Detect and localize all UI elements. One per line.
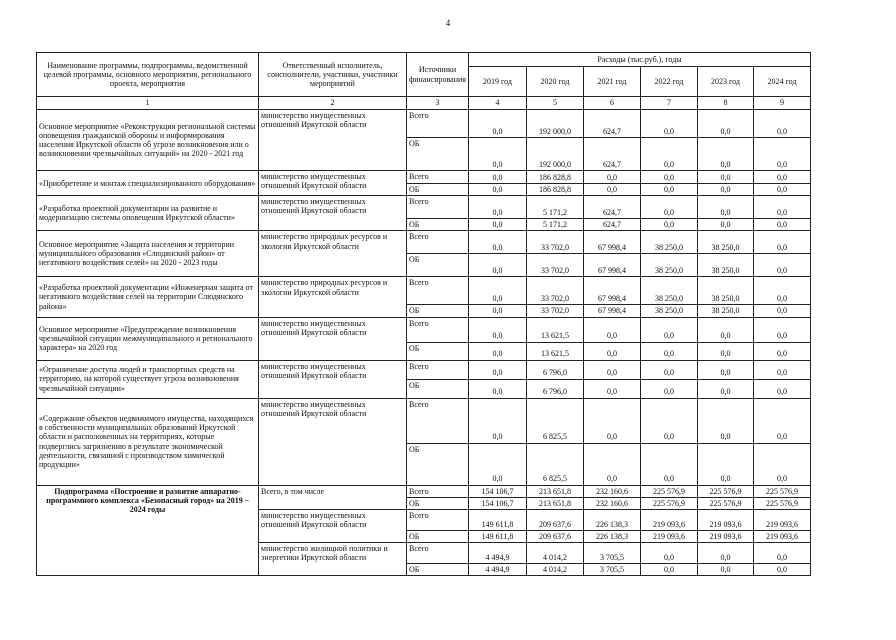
funding-source: Всего [407,277,469,305]
expense-value: 4 494,9 [469,564,527,576]
expense-value: 0,0 [698,443,754,485]
expense-value: 192 000,0 [527,138,584,171]
expense-value: 0,0 [584,379,641,398]
column-number: 2 [259,97,407,110]
expense-value: 6 796,0 [527,360,584,379]
expense-value: 0,0 [754,317,811,342]
funding-source: Всего [407,231,469,254]
funding-source: Всего [407,485,469,497]
expense-value: 38 250,0 [698,254,754,277]
expense-value: 0,0 [754,110,811,138]
expense-value: 0,0 [641,184,698,196]
expense-value: 149 611,8 [469,530,527,542]
expense-value: 225 576,9 [641,485,698,497]
column-number: 9 [754,97,811,110]
expense-value: 213 651,8 [527,497,584,509]
expense-value: 624,7 [584,138,641,171]
expense-value: 0,0 [641,543,698,564]
funding-source: ОБ [407,305,469,317]
funding-source: ОБ [407,443,469,485]
expense-value: 3 705,5 [584,543,641,564]
header-year: 2021 год [584,67,641,97]
expense-value: 33 702,0 [527,277,584,305]
funding-source: ОБ [407,184,469,196]
expense-value: 0,0 [469,317,527,342]
expense-value: 0,0 [754,138,811,171]
expense-value: 33 702,0 [527,305,584,317]
header-source: Источники финансирования [407,53,469,97]
expense-value: 624,7 [584,110,641,138]
expense-value: 0,0 [641,171,698,184]
funding-source: ОБ [407,564,469,576]
expense-value: 33 702,0 [527,231,584,254]
expense-value: 225 576,9 [698,485,754,497]
table-row [37,231,811,254]
expense-value: 0,0 [584,171,641,184]
funding-source: ОБ [407,497,469,509]
expense-value: 0,0 [698,317,754,342]
subprogram-name: Подпрограмма «Построение и развитие аппаратно-программного комплекса «Безопасный город» на 2019 – 2024 годы [37,485,259,576]
column-number: 4 [469,97,527,110]
activity-name: «Разработка проектной документации «Инженерная защита от негативного воздействия селей на территории Слюдянского района» [37,277,259,317]
header-year: 2023 год [698,67,754,97]
funding-source: Всего [407,543,469,564]
column-number: 5 [527,97,584,110]
page-number: 4 [445,18,451,28]
header-name: Наименование программы, подпрограммы, ведомственной целевой программы, основного мероприятия, регионального проекта, мероприятия [37,53,259,97]
expense-value: 186 828,8 [527,171,584,184]
expense-value: 0,0 [698,138,754,171]
table-row [37,110,811,138]
table-row [37,171,811,184]
expense-value: 33 702,0 [527,254,584,277]
responsible-executor: министерство природных ресурсов и экологии Иркутской области [259,277,407,317]
expense-value: 67 998,4 [584,277,641,305]
expense-value: 0,0 [641,342,698,360]
funding-source: ОБ [407,530,469,542]
header-year: 2022 год [641,67,698,97]
expense-value: 0,0 [698,564,754,576]
column-number: 6 [584,97,641,110]
expense-value: 219 093,6 [641,509,698,530]
header-expenses: Расходы (тыс.руб.), годы [469,53,811,67]
expense-value: 192 000,0 [527,110,584,138]
expense-value: 226 138,3 [584,509,641,530]
expense-value: 0,0 [641,110,698,138]
header-year: 2019 год [469,67,527,97]
expense-value: 0,0 [469,171,527,184]
expense-value: 0,0 [469,305,527,317]
header-responsible: Ответственный исполнитель, соисполнители, участники, участники мероприятий [259,53,407,97]
expense-value: 13 621,5 [527,342,584,360]
activity-name: «Разработка проектной документации на развитие и модернизацию системы оповещения Иркутской области» [37,196,259,231]
expense-value: 209 637,6 [527,530,584,542]
responsible-executor: министерство имущественных отношений Иркутской области [259,317,407,360]
funding-source: Всего [407,360,469,379]
expense-value: 219 093,6 [754,530,811,542]
expense-value: 225 576,9 [698,497,754,509]
expense-value: 232 160,6 [584,485,641,497]
responsible-executor: министерство природных ресурсов и экологии Иркутской области [259,231,407,277]
funding-source: Всего [407,110,469,138]
expense-value: 0,0 [469,219,527,231]
expense-value: 232 160,6 [584,497,641,509]
expense-value: 624,7 [584,196,641,219]
responsible-executor: Всего, в том числе [259,485,407,509]
expense-value: 0,0 [469,138,527,171]
expense-value: 219 093,6 [754,509,811,530]
expense-value: 0,0 [754,277,811,305]
responsible-executor: министерство имущественных отношений Иркутской области [259,171,407,196]
expense-value: 0,0 [754,342,811,360]
expense-value: 225 576,9 [754,485,811,497]
funding-source: Всего [407,509,469,530]
funding-source: Всего [407,398,469,443]
expense-value: 0,0 [469,398,527,443]
expense-value: 0,0 [641,379,698,398]
expense-value: 0,0 [469,360,527,379]
table-body [37,110,811,576]
expense-value: 0,0 [584,184,641,196]
expense-value: 38 250,0 [698,277,754,305]
expense-value: 0,0 [698,171,754,184]
column-number: 3 [407,97,469,110]
activity-name: «Ограничение доступа людей и транспортных средств на территорию, на которой существует угроза возникновения чрезвычайной ситуации» [37,360,259,398]
expense-value: 0,0 [698,196,754,219]
expense-value: 0,0 [641,443,698,485]
expense-value: 0,0 [641,564,698,576]
expense-value: 0,0 [698,184,754,196]
expense-value: 0,0 [698,342,754,360]
expense-value: 0,0 [641,360,698,379]
expense-value: 0,0 [754,360,811,379]
expense-value: 6 796,0 [527,379,584,398]
column-number: 1 [37,97,259,110]
expense-value: 0,0 [754,543,811,564]
expense-value: 0,0 [584,443,641,485]
expense-value: 186 828,8 [527,184,584,196]
expense-value: 0,0 [584,317,641,342]
expense-value: 0,0 [754,443,811,485]
funding-source: ОБ [407,254,469,277]
table-row [37,398,811,443]
expense-value: 0,0 [698,379,754,398]
responsible-executor: министерство имущественных отношений Иркутской области [259,398,407,485]
expense-value: 0,0 [754,379,811,398]
funding-source: Всего [407,171,469,184]
expense-value: 0,0 [754,254,811,277]
expense-value: 0,0 [641,219,698,231]
expense-value: 67 998,4 [584,305,641,317]
expense-value: 0,0 [641,138,698,171]
expense-value: 219 093,6 [698,509,754,530]
expense-value: 219 093,6 [698,530,754,542]
expense-value: 225 576,9 [641,497,698,509]
expense-value: 0,0 [469,110,527,138]
funding-source: ОБ [407,342,469,360]
expense-value: 0,0 [641,317,698,342]
expense-value: 6 825,5 [527,398,584,443]
expense-value: 4 014,2 [527,564,584,576]
expense-value: 38 250,0 [698,231,754,254]
header-year: 2024 год [754,67,811,97]
expense-value: 0,0 [754,564,811,576]
column-number: 7 [641,97,698,110]
responsible-executor: министерство имущественных отношений Иркутской области [259,509,407,542]
responsible-executor: министерство имущественных отношений Иркутской области [259,360,407,398]
expense-value: 149 611,8 [469,509,527,530]
table-row [37,317,811,342]
expense-value: 209 637,6 [527,509,584,530]
expense-value: 38 250,0 [641,305,698,317]
expense-value: 154 106,7 [469,497,527,509]
expense-value: 3 705,5 [584,564,641,576]
expense-value: 0,0 [469,254,527,277]
expense-value: 213 651,8 [527,485,584,497]
expense-value: 0,0 [698,543,754,564]
expense-value: 226 138,3 [584,530,641,542]
expense-value: 0,0 [469,196,527,219]
expense-value: 0,0 [469,342,527,360]
expense-value: 0,0 [754,219,811,231]
expense-value: 0,0 [641,398,698,443]
expense-value: 4 494,9 [469,543,527,564]
expense-value: 225 576,9 [754,497,811,509]
activity-name: Основное мероприятие «Защита населения и территории муниципального образования «Слюдянский район» от негативного воздействия селей» на 2020 - 2023 годы [37,231,259,277]
expense-value: 219 093,6 [641,530,698,542]
expense-value: 5 171,2 [527,219,584,231]
expense-value: 4 014,2 [527,543,584,564]
funding-source: ОБ [407,219,469,231]
expense-value: 0,0 [584,360,641,379]
responsible-executor: министерство имущественных отношений Иркутской области [259,110,407,171]
expense-value: 0,0 [754,305,811,317]
expense-value: 0,0 [469,277,527,305]
expense-value: 154 106,7 [469,485,527,497]
funding-source: Всего [407,317,469,342]
expense-value: 0,0 [698,110,754,138]
table-row [37,360,811,379]
responsible-executor: министерство имущественных отношений Иркутской области [259,196,407,231]
expense-value: 0,0 [584,398,641,443]
expense-value: 0,0 [469,184,527,196]
funding-source: ОБ [407,379,469,398]
expense-value: 0,0 [469,379,527,398]
funding-source: Всего [407,196,469,219]
activity-name: «Приобретение и монтаж специализированного оборудования» [37,171,259,196]
expense-value: 0,0 [754,171,811,184]
expense-value: 0,0 [698,360,754,379]
expense-value: 38 250,0 [698,305,754,317]
expense-value: 0,0 [469,443,527,485]
expense-value: 0,0 [754,398,811,443]
expense-value: 0,0 [754,196,811,219]
table-row [37,196,811,219]
expense-value: 38 250,0 [641,254,698,277]
expenditure-table [36,52,811,576]
expense-value: 0,0 [469,231,527,254]
activity-name: Основное мероприятие «Предупреждение возникновения чрезвычайной ситуации межмуниципального и регионального характера» на 2020 год [37,317,259,360]
expense-value: 13 621,5 [527,317,584,342]
expense-value: 6 825,5 [527,443,584,485]
column-number: 8 [698,97,754,110]
expense-value: 0,0 [641,196,698,219]
expense-value: 0,0 [698,398,754,443]
expense-value: 67 998,4 [584,254,641,277]
activity-name: Основное мероприятие «Реконструкция региональной системы оповещения гражданской обороны и информирования населения Иркутской области об угрозе возникновения или о возникновении чрезвычайных ситуаций» на 2020 - 2021 год [37,110,259,171]
table-row [37,277,811,305]
funding-source: ОБ [407,138,469,171]
expense-value: 0,0 [698,219,754,231]
responsible-executor: министерство жилищной политики и энергетики Иркутской области [259,543,407,576]
expense-value: 38 250,0 [641,231,698,254]
expense-value: 0,0 [754,184,811,196]
table-row [37,485,811,497]
expense-value: 67 998,4 [584,231,641,254]
expense-value: 5 171,2 [527,196,584,219]
activity-name: «Содержание объектов недвижимого имущества, находящихся в собственности муниципальных образований Иркутской области и расположенных на территориях, которые подверглись загрязнению в результате экономической деятельности, связанной с производством химической продукции» [37,398,259,485]
header-year: 2020 год [527,67,584,97]
expense-value: 0,0 [584,342,641,360]
expense-value: 0,0 [754,231,811,254]
expense-value: 624,7 [584,219,641,231]
expense-value: 38 250,0 [641,277,698,305]
